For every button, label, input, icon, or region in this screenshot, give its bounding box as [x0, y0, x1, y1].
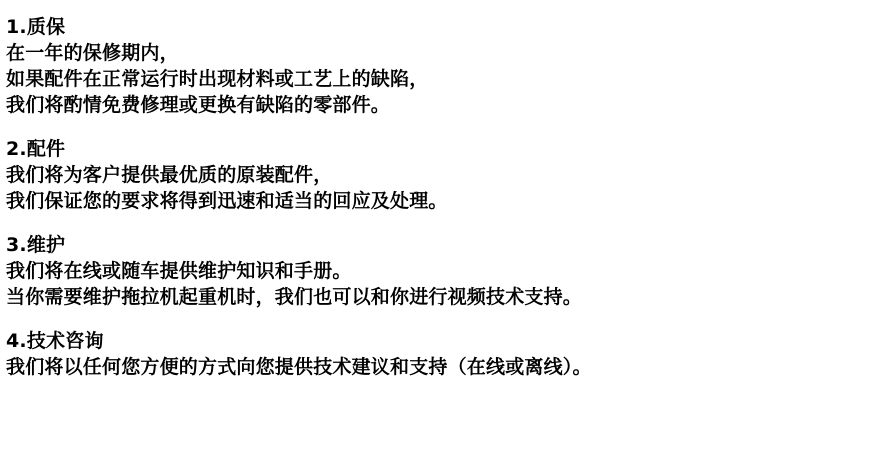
section-line: 我们保证您的要求将得到迅速和适当的回应及处理。 [6, 190, 448, 212]
section-heading: 4.技术咨询 [6, 330, 104, 352]
section-maintenance [6, 232, 875, 310]
section-line: 当你需要维护拖拉机起重机时，我们也可以和你进行视频技术支持。 [6, 286, 583, 308]
section-technical-consulting [6, 328, 875, 380]
section-line: 我们将酌情免费修理或更换有缺陷的零部件。 [6, 94, 391, 116]
section-parts [6, 136, 875, 214]
section-line: 在一年的保修期内， [6, 42, 179, 64]
section-heading: 1.质保 [6, 16, 66, 38]
section-heading: 2.配件 [6, 138, 66, 160]
section-line: 如果配件在正常运行时出现材料或工艺上的缺陷， [6, 68, 429, 90]
section-warranty [6, 14, 875, 118]
section-line: 我们将为客户提供最优质的原装配件， [6, 164, 333, 186]
section-line: 我们将以任何您方便的方式向您提供技术建议和支持（在线或离线）。 [6, 356, 592, 378]
section-heading: 3.维护 [6, 234, 66, 256]
section-line: 我们将在线或随车提供维护知识和手册。 [6, 260, 352, 282]
